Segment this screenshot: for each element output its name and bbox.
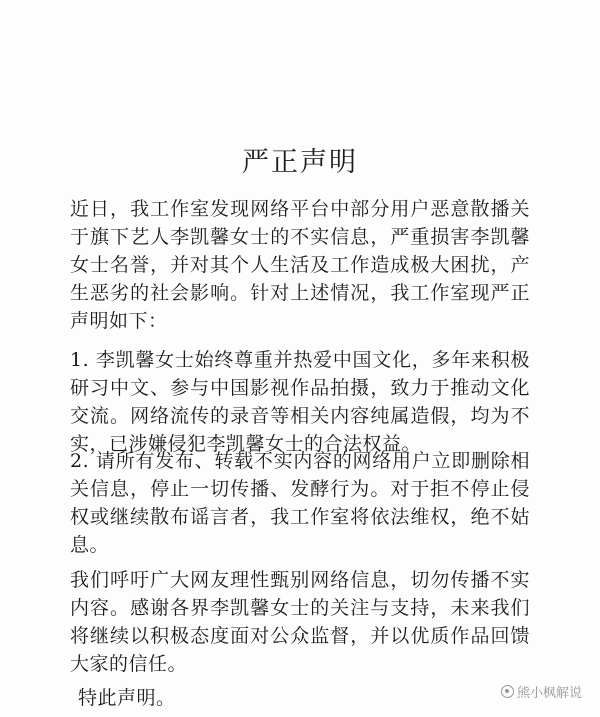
watermark — [501, 682, 582, 701]
closing-line: 特此声明。 — [78, 687, 176, 709]
watermark-logo-icon — [501, 685, 514, 698]
appeal-paragraph: 我们呼吁广大网友理性甄别网络信息，切勿传播不实内容。感谢各界李凯馨女士的关注与支持，未来我们将继续以积极态度面对公众监督，并以优质作品回馈大家的信任。 — [70, 569, 530, 675]
document-title: 严正声明 — [242, 147, 358, 178]
intro-paragraph: 近日，我工作室发现网络平台中部分用户恶意散播关于旗下艺人李凯馨女士的不实信息，严重损害李凯馨女士名誉，并对其个人生活及工作造成极大困扰，产生恶劣的社会影响。针对上述情况，我工作室现严正声明如下： — [70, 198, 530, 332]
statement-item-1: 1. 李凯馨女士始终尊重并热爱中国文化，多年来积极研习中文、参与中国影视作品拍摄，致力于推动文化交流。网络流传的录音等相关内容纯属造假，均为不实，已涉嫌侵犯李凯馨女士的合法权益。 — [70, 349, 530, 455]
statement-item-2: 2. 请所有发布、转载不实内容的网络用户立即删除相关信息，停止一切传播、发酵行为。对于拒不停止侵权或继续散布谣言者，我工作室将依法维权，绝不姑息。 — [70, 450, 530, 556]
watermark-text: 熊小枫解说 — [516, 686, 582, 701]
